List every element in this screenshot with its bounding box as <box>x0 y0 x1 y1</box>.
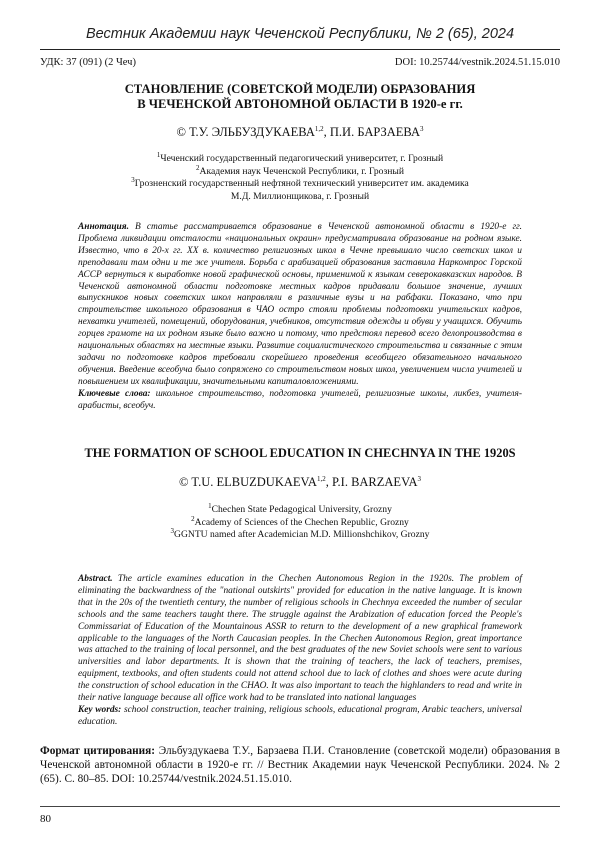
copyright-sign: © <box>179 475 191 489</box>
keywords-ru-label: Ключевые слова: <box>78 389 151 399</box>
abstract-en-text: The article examines education in the Chechen Autonomous Region in the 1920s. The problem of eliminating the backwardness of the "national outskirts" provided for education in the native language. It is known that in the 20s of the twentieth century, the number of religious schools in Chechnya exceeded the number of secular schools and the same teachers taught there. The struggle against the Arabization of education forced the People's Commissariat of Education of the Mountainous ASSR to return to the development of a new graphical framework applicable to the languages of the North Caucasian peoples. In the Chechen Autonomous Region, great importance was attached to the training of local personnel, and the best graduates of the new Soviet schools were sent to various universities and labor departments. It is shown that the training of teachers, the lack of teachers, premises, equipment, textbooks, and often students could not attend school due to lack of clothes and shoes were acute during the construction of school education in the CHAO. It was also important to teach the highlanders to read and write in their native language because all office work had to be translated into national languages <box>78 574 522 703</box>
affiliation-ru-1 <box>60 153 540 166</box>
header-divider <box>40 49 560 50</box>
doi-link[interactable]: DOI: 10.25744/vestnik.2024.51.15.010 <box>395 57 560 68</box>
title-ru-line1: СТАНОВЛЕНИЕ (СОВЕТСКОЙ МОДЕЛИ) ОБРАЗОВАНИЯ <box>60 82 540 97</box>
aff-num: 2 <box>196 164 200 172</box>
abstract-ru <box>78 222 522 413</box>
aff-text: Chechen State Pedagogical University, Grozny <box>212 504 392 515</box>
affiliations-ru <box>60 153 540 204</box>
affiliation-ru-3 <box>60 178 540 191</box>
abstract-ru-text: В статье рассматривается образование в Чеченской автономной области в 1920-е гг. Проблема ликвидации отсталости «национальных окраин» предусматривала образование на родном языке. Известно, что в 20-х гг. XX в. количество религиозных школ в Чечне превышало число светских школ и преподавали там одни и те же учителя. Борьба с арабизацией образования заставила Наркомпрос Горской АССР вернуться к выработке новой графической основы, применимой к языкам северокавказских народов. В Чеченской автономной области подготовке местных кадров придавали большое значение, лучших выпускников новых советских школ направляли в различные вузы и на рабфаки. Показано, что при строительстве школьного образования в ЧАО остро стояли проблемы подготовки учительских кадров, нехватки учителей, помещений, оборудования, учебников, отсутствия одежды и обуви у учащихся. Обучить горцев грамоте на их родном языке было важно и потому, что предстоял перевод всего делопроизводства в национальных областях на местные языки. Развитие социалистического строительства и связанные с этим задачи по подготовке кадров требовали скорейшего проведения всеобщего обязательного начального обучения. Введение всеобуча было сопряжено со строительством новых школ, увеличением числа учителей и повышением их квалификации, значительными капиталовложениями. <box>78 222 522 387</box>
author1-en: T.U. ELBUZDUKAEVA <box>191 475 317 489</box>
author2-ru: П.И. БАРЗАЕВА <box>330 125 420 139</box>
page-number: 80 <box>40 813 51 825</box>
copyright-sign: © <box>177 125 190 139</box>
citation-label: Формат цитирования: <box>40 745 155 757</box>
aff-num: 1 <box>157 151 161 159</box>
title-ru-line2: В ЧЕЧЕНСКОЙ АВТОНОМНОЙ ОБЛАСТИ В 1920-е гг. <box>60 97 540 112</box>
aff-num: 3 <box>171 527 175 535</box>
author2-en-sup: 3 <box>418 475 422 483</box>
abstract-en-body <box>78 574 522 705</box>
affiliation-en-3 <box>60 529 540 542</box>
author1-ru: Т.У. ЭЛЬБУЗДУКАЕВА <box>189 125 315 139</box>
author1-ru-sup: 1,2 <box>315 125 324 133</box>
abstract-en <box>78 574 522 729</box>
affiliation-ru-3-cont: М.Д. Миллионщикова, г. Грозный <box>60 191 540 204</box>
citation-format <box>40 744 560 786</box>
aff-text: Чеченский государственный педагогический университет, г. Грозный <box>160 153 443 164</box>
udk-code: УДК: 37 (091) (2 Чеч) <box>40 57 136 68</box>
affiliations-en <box>60 504 540 542</box>
aff-num: 3 <box>131 176 135 184</box>
aff-num: 2 <box>191 515 195 523</box>
author2-ru-sup: 3 <box>420 125 424 133</box>
author2-en: P.I. BARZAEVA <box>332 475 418 489</box>
article-title-ru <box>60 82 540 112</box>
author-separator: , <box>326 475 332 489</box>
authors-ru <box>40 125 560 140</box>
footer-divider <box>40 806 560 807</box>
aff-text: Academy of Sciences of the Chechen Republic, Grozny <box>195 517 409 528</box>
article-title-en: THE FORMATION OF SCHOOL EDUCATION IN CHECHNYA IN THE 1920S <box>40 446 560 461</box>
author-separator: , <box>324 125 330 139</box>
author1-en-sup: 1,2 <box>317 475 326 483</box>
affiliation-en-2 <box>60 517 540 530</box>
aff-num: 1 <box>208 502 212 510</box>
keywords-ru-text: школьное строительство, подготовка учителей, религиозные школы, ликбез, учителя-арабисты, всеобуч. <box>78 389 522 411</box>
citation-text: Эльбуздукаева Т.У., Барзаева П.И. Становление (советской модели) образования в Чеченской автономной области в 1920-е гг. // Вестник Академии наук Чеченской Республики. 2024. № 2 (65). С. 80–85. DOI: 10.25744/vestnik.2024.51.15.010. <box>40 745 560 785</box>
aff-text: GGNTU named after Academician M.D. Millionshchikov, Grozny <box>174 529 429 540</box>
keywords-en-label: Key words: <box>78 705 121 715</box>
authors-en <box>40 475 560 490</box>
abstract-en-label: Abstract. <box>78 574 113 584</box>
keywords-ru <box>78 389 522 413</box>
abstract-ru-body <box>78 222 522 389</box>
keywords-en <box>78 705 522 729</box>
journal-header: Вестник Академии наук Чеченской Республики, № 2 (65), 2024 <box>40 26 560 42</box>
keywords-en-text: school construction, teacher training, religious schools, educational program, Arabic teachers, universal education. <box>78 705 522 727</box>
aff-text: Грозненский государственный нефтяной технический университет им. академика <box>135 178 469 189</box>
aff-text: Академия наук Чеченской Республики, г. Грозный <box>200 166 404 177</box>
abstract-ru-label: Аннотация. <box>78 222 129 232</box>
affiliation-en-1 <box>60 504 540 517</box>
